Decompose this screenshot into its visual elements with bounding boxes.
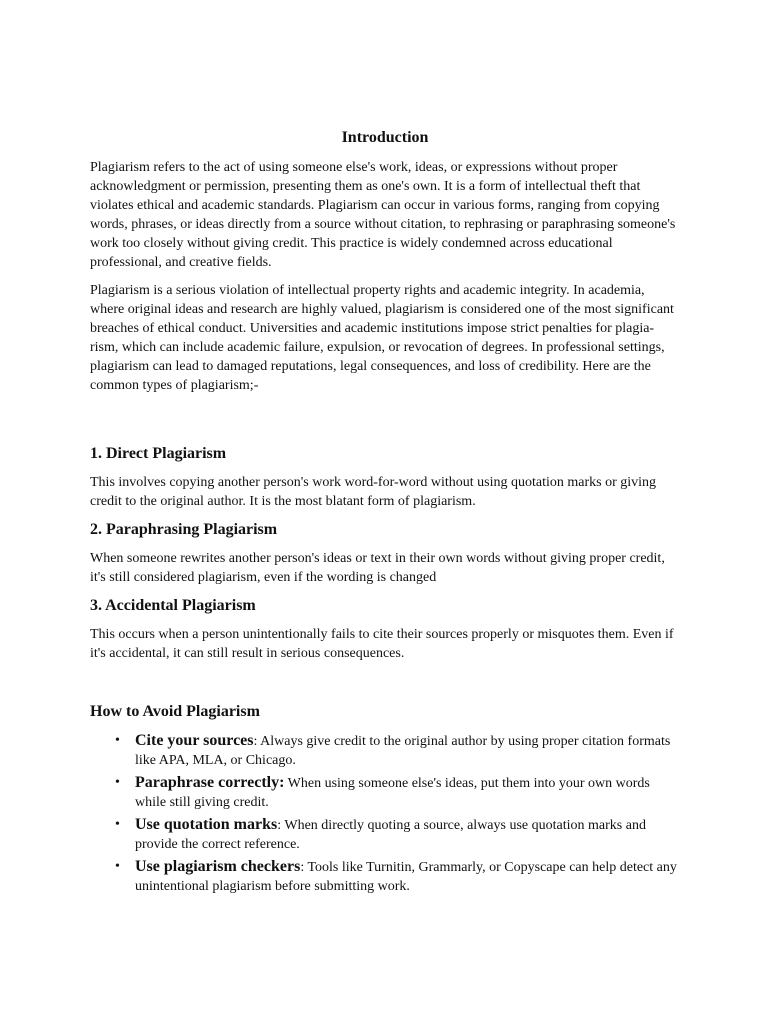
tip-text: : Tools like Turnitin, Grammarly, or Copyscape can help detect any unintentional plagiarism before submitting work. <box>135 860 677 894</box>
tip-term: Paraphrase correctly: <box>135 774 285 791</box>
bullet-icon: • <box>115 733 120 748</box>
section-spacer <box>90 672 680 702</box>
section-body-accidental: This occurs when a person unintentionally fails to cite their sources properly or misquotes them. Even if it's accidental, it can still result in serious consequences. <box>90 627 674 661</box>
bullet-icon: • <box>115 859 120 874</box>
bullet-icon: • <box>115 817 120 832</box>
tip-term: Use plagiarism checkers <box>135 858 301 875</box>
bullet-icon: • <box>115 775 120 790</box>
tip-text: : Always give credit to the original author by using proper citation formats like APA, MLA, or Chicago. <box>135 734 671 768</box>
section-body-direct: This involves copying another person's work word-for-word without using quotation marks or giving credit to the original author. It is the most blatant form of plagiarism. <box>90 475 657 509</box>
intro-paragraph-2: Plagiarism is a serious violation of intellectual property rights and academic integrity. In academia, where original ideas and research are highly valued, plagiarism is considered one of the most significant breaches of ethical conduct. Universities and academic institutions impose strict penalties for plagia- rism, which can include academic failure, expulsion, or revocation of degrees. In professional settings, plagiarism can lead to damaged reputations, legal consequences, and loss of credibility. Here are the common types of plagiarism;- <box>90 283 674 393</box>
list-item <box>115 815 680 854</box>
tip-term: Cite your sources <box>135 732 254 749</box>
list-item <box>115 773 680 812</box>
list-item <box>115 857 680 896</box>
section-heading-paraphrasing: 2. Paraphrasing Plagiarism <box>90 521 278 538</box>
section-body-paraphrasing: When someone rewrites another person's ideas or text in their own words without giving proper credit, it's still considered plagiarism, even if the wording is changed <box>90 551 665 585</box>
section-heading-avoid: How to Avoid Plagiarism <box>90 703 260 720</box>
list-item <box>115 731 680 770</box>
page-title: Introduction <box>341 129 429 146</box>
tip-text: When using someone else's ideas, put them into your own words while still giving credit. <box>135 776 650 810</box>
tip-term: Use quotation marks <box>135 816 278 833</box>
section-spacer <box>90 404 680 444</box>
intro-paragraph-1: Plagiarism refers to the act of using someone else's work, ideas, or expressions without proper acknowledgment or permission, presenting them as one's own. It is a form of intellectual theft that violates ethical and academic standards. Plagiarism can occur in various forms, ranging from copying words, phrases, or ideas directly from a source without citation, to rephrasing or paraphrasing someone's work too closely without giving credit. This practice is widely condemned across educational professional, and creative fields. <box>90 160 676 270</box>
section-heading-direct: 1. Direct Plagiarism <box>90 445 227 462</box>
avoid-tips-list <box>90 731 680 896</box>
section-heading-accidental: 3. Accidental Plagiarism <box>90 597 256 614</box>
tip-text: : When directly quoting a source, always use quotation marks and provide the correct reference. <box>135 818 646 852</box>
